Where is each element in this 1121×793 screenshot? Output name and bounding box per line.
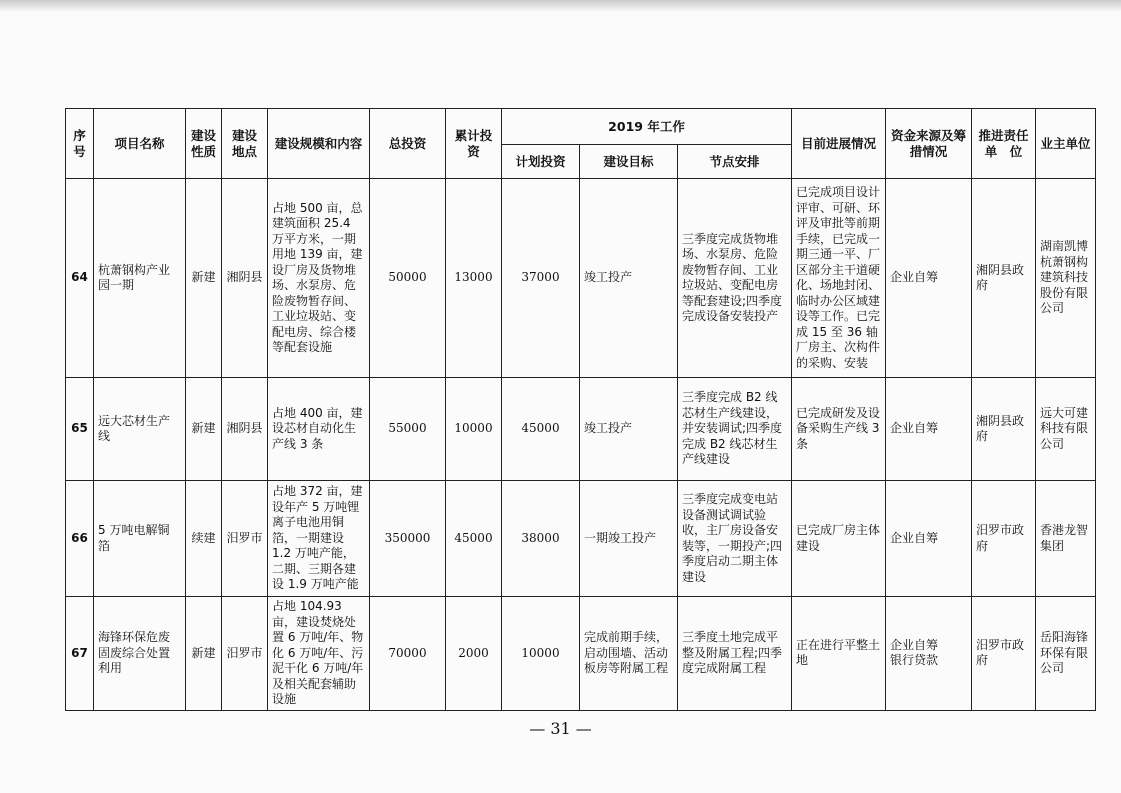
header-total: 总投资 [370,109,446,179]
cell-nature: 新建 [186,597,222,711]
table-row [66,378,1096,481]
scan-edge-shadow [0,0,1121,12]
cell-responsible: 汨罗市政府 [972,597,1036,711]
cell-cumulative: 45000 [446,481,502,597]
cell-progress: 已完成研发及设备采购生产线 3 条 [792,378,886,481]
cell-plan-invest: 45000 [502,378,580,481]
cell-schedule: 三季度土地完成平整及附属工程;四季度完成附属工程 [678,597,792,711]
cell-owner: 湖南凯博杭萧钢构建筑科技股份有限公司 [1036,179,1096,378]
cell-seq: 67 [66,597,94,711]
cell-scale: 占地 372 亩，建设年产 5 万吨锂离子电池用铜箔，一期建设 1.2 万吨产能，二期、三期各建设 1.9 万吨产能 [268,481,370,597]
cell-schedule: 三季度完成 B2 线芯材生产线建设，并安装调试;四季度完成 B2 线芯材生产线建设 [678,378,792,481]
cell-funding: 企业自筹 [886,481,972,597]
table-row [66,597,1096,711]
cell-schedule: 三季度完成货物堆场、水泵房、危险废物暂存间、工业垃圾站、变配电房等配套建设;四季度完成设备安装投产 [678,179,792,378]
header-seq: 序号 [66,109,94,179]
cell-goal: 竣工投产 [580,179,678,378]
cell-funding: 企业自筹 [886,179,972,378]
cell-scale: 占地 500 亩，总建筑面积 25.4 万平方米，一期用地 139 亩，建设厂房及货物堆场、水泵房、危险废物暂存间、工业垃圾站、变配电房、综合楼等配套设施 [268,179,370,378]
cell-plan-invest: 10000 [502,597,580,711]
header-name: 项目名称 [94,109,186,179]
header-responsible: 推进责任单 位 [972,109,1036,179]
cell-owner: 香港龙智集团 [1036,481,1096,597]
cell-total: 50000 [370,179,446,378]
project-table [65,108,1096,711]
cell-total: 350000 [370,481,446,597]
cell-cumulative: 2000 [446,597,502,711]
header-location: 建设地点 [222,109,268,179]
cell-name: 5 万吨电解铜箔 [94,481,186,597]
cell-goal: 完成前期手续，启动围墙、活动板房等附属工程 [580,597,678,711]
cell-funding: 企业自筹 [886,378,972,481]
cell-plan-invest: 37000 [502,179,580,378]
header-nature: 建设性质 [186,109,222,179]
cell-name: 远大芯材生产线 [94,378,186,481]
cell-seq: 64 [66,179,94,378]
cell-location: 汨罗市 [222,597,268,711]
header-goal: 建设目标 [580,145,678,179]
cell-location: 汨罗市 [222,481,268,597]
table-row [66,179,1096,378]
header-funding: 资金来源及筹措情况 [886,109,972,179]
cell-cumulative: 13000 [446,179,502,378]
cell-funding: 企业自筹 银行贷款 [886,597,972,711]
cell-location: 湘阴县 [222,179,268,378]
header-schedule: 节点安排 [678,145,792,179]
page-number: — 31 — [529,719,592,738]
header-work2019: 2019 年工作 [502,109,792,145]
cell-plan-invest: 38000 [502,481,580,597]
cell-name: 海锋环保危废固废综合处置利用 [94,597,186,711]
header-owner: 业主单位 [1036,109,1096,179]
cell-scale: 占地 400 亩，建设芯材自动化生产线 3 条 [268,378,370,481]
cell-goal: 一期竣工投产 [580,481,678,597]
cell-responsible: 湘阴县政府 [972,378,1036,481]
cell-location: 湘阴县 [222,378,268,481]
cell-nature: 新建 [186,179,222,378]
header-scale: 建设规模和内容 [268,109,370,179]
cell-responsible: 湘阴县政府 [972,179,1036,378]
cell-seq: 65 [66,378,94,481]
header-progress: 目前进展情况 [792,109,886,179]
cell-responsible: 汨罗市政府 [972,481,1036,597]
cell-owner: 岳阳海锋环保有限公司 [1036,597,1096,711]
cell-scale: 占地 104.93 亩，建设焚烧处置 6 万吨/年、物化 6 万吨/年、污泥干化 6 万吨/年及相关配套辅助设施 [268,597,370,711]
header-cumulative: 累计投资 [446,109,502,179]
cell-goal: 竣工投产 [580,378,678,481]
cell-seq: 66 [66,481,94,597]
cell-total: 70000 [370,597,446,711]
cell-name: 杭萧钢构产业园一期 [94,179,186,378]
cell-owner: 远大可建科技有限公司 [1036,378,1096,481]
table-row [66,481,1096,597]
cell-cumulative: 10000 [446,378,502,481]
cell-nature: 续建 [186,481,222,597]
cell-progress: 正在进行平整土地 [792,597,886,711]
cell-schedule: 三季度完成变电站设备测试调试验收，主厂房设备安装等，一期投产;四季度启动二期主体建设 [678,481,792,597]
cell-nature: 新建 [186,378,222,481]
cell-progress: 已完成项目设计评审、可研、环评及审批等前期手续，已完成一期三通一平、厂区部分主干道硬化、场地封闭、临时办公区域建设等工作。已完成 15 至 36 轴厂房主、次构件的采购、安装 [792,179,886,378]
cell-progress: 已完成厂房主体建设 [792,481,886,597]
cell-total: 55000 [370,378,446,481]
header-plan-invest: 计划投资 [502,145,580,179]
